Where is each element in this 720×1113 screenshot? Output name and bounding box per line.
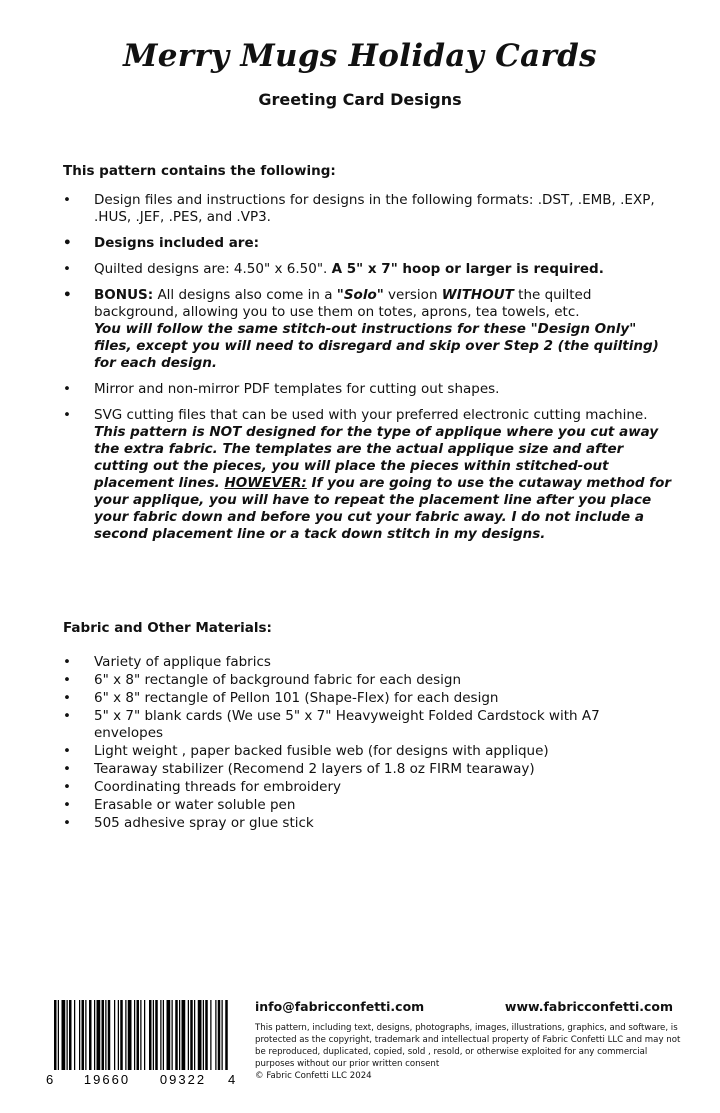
- page-subtitle: Greeting Card Designs: [258, 90, 462, 109]
- material-text: 5" x 7" blank cards (We use 5" x 7" Heavyweight Folded Cardstock with A7 envelopes: [94, 708, 600, 741]
- barcode-bar: [102, 1000, 105, 1070]
- copyright-line: © Fabric Confetti LLC 2024: [255, 1071, 372, 1081]
- without-text: WITHOUT: [441, 287, 514, 303]
- barcode-bar: [144, 1000, 145, 1070]
- bullet: •: [63, 672, 71, 688]
- barcode-bar: [222, 1000, 223, 1070]
- bullet: •: [63, 761, 71, 777]
- bullet: •: [63, 743, 71, 759]
- however-text: HOWEVER:: [224, 475, 307, 491]
- barcode-bar: [198, 1000, 202, 1070]
- formats-text: Design files and instructions for designs in the following formats: .DST, .EMB, .EXP, .HUS, .JEF, .PES, and .VP3.: [94, 192, 655, 225]
- page-title: Merry Mugs Holiday Cards: [123, 38, 597, 74]
- barcode-bar: [85, 1000, 86, 1070]
- barcode-bar: [225, 1000, 228, 1070]
- applique-note: If you are going to use the cutaway method for your applique, you will have to repeat the placement line after you place your fabric down and before you cut your fabric away. I do not include a second placement line or a tack down stitch in my designs.: [94, 475, 672, 542]
- barcode-bar: [97, 1000, 101, 1070]
- barcode-bar: [182, 1000, 186, 1070]
- list-item: [63, 407, 673, 543]
- list-item: [63, 815, 673, 832]
- barcode-bar: [205, 1000, 208, 1070]
- barcode-bar: [167, 1000, 171, 1070]
- barcode-bar: [194, 1000, 195, 1070]
- barcode-bar: [203, 1000, 204, 1070]
- bullet: •: [63, 654, 71, 670]
- material-text: 505 adhesive spray or glue stick: [94, 815, 314, 831]
- bullet: •: [63, 797, 71, 813]
- material-text: Light weight , paper backed fusible web (for designs with applique): [94, 743, 549, 759]
- bonus-text: All designs also come in a: [153, 287, 337, 303]
- barcode-bar: [120, 1000, 123, 1070]
- barcode-bar: [69, 1000, 72, 1070]
- bonus-text: version: [383, 287, 442, 303]
- list-item: [63, 235, 673, 252]
- email-link[interactable]: info@fabricconfetti.com: [255, 999, 425, 1014]
- material-text: Tearaway stabilizer (Recomend 2 layers of 1.8 oz FIRM tearaway): [94, 761, 535, 777]
- barcode-bar: [74, 1000, 75, 1070]
- bonus-text: the quilted background, allowing you to use them on totes, aprons, tea towels, etc.: [94, 287, 592, 320]
- materials-heading: Fabric and Other Materials:: [63, 620, 272, 636]
- list-item: [63, 779, 673, 796]
- bullet: •: [63, 261, 71, 277]
- barcode-bar: [125, 1000, 126, 1070]
- material-text: Erasable or water soluble pen: [94, 797, 296, 813]
- barcode-bar: [108, 1000, 111, 1070]
- barcode-bar: [82, 1000, 85, 1070]
- barcode-first-digit: 6: [46, 1072, 54, 1087]
- bullet: •: [63, 779, 71, 795]
- barcode-bar: [155, 1000, 158, 1070]
- list-item: [63, 743, 673, 760]
- barcode-bar: [67, 1000, 68, 1070]
- barcode-bar: [179, 1000, 180, 1070]
- barcode-bar: [210, 1000, 211, 1070]
- hoop-requirement-text: A 5" x 7" hoop or larger is required.: [331, 261, 604, 277]
- solo-text: "Solo": [336, 287, 384, 303]
- barcode-bar: [94, 1000, 95, 1070]
- templates-text: Mirror and non-mirror PDF templates for cutting out shapes.: [94, 381, 500, 397]
- barcode-bar: [163, 1000, 164, 1070]
- list-item: [63, 672, 673, 689]
- barcode-bar: [153, 1000, 154, 1070]
- bullet: •: [63, 235, 72, 251]
- barcode-check-digit: 4: [228, 1072, 236, 1087]
- material-text: Coordinating threads for embroidery: [94, 779, 342, 795]
- contents-list: [63, 192, 673, 552]
- list-item: [63, 654, 673, 671]
- barcode-bar: [128, 1000, 132, 1070]
- bullet: •: [63, 815, 71, 831]
- bullet: •: [63, 192, 71, 208]
- barcode-bar: [79, 1000, 80, 1070]
- copyright-text: This pattern, including text, designs, photographs, images, illustrations, graphics, and software, is protected as the copyright, trademark and intellectual property of Fabric Confetti LLC and may not be reproduced, duplicated, copied, sold , resold, or otherwise exploited for any commercial purposes without our prior written consent: [255, 1023, 681, 1069]
- barcode-bar: [140, 1000, 141, 1070]
- barcode-bar: [172, 1000, 173, 1070]
- barcode-right-digits: 09322: [159, 1072, 207, 1087]
- svg-files-text: SVG cutting files that can be used with your preferred electronic cutting machine.: [94, 407, 648, 423]
- barcode-bar: [118, 1000, 119, 1070]
- barcode-bar: [105, 1000, 106, 1070]
- designs-included-text: Designs included are:: [94, 235, 260, 251]
- bullet: •: [63, 708, 71, 724]
- barcode-bar: [175, 1000, 178, 1070]
- applique-note: This pattern is NOT designed for the type of applique where you cut away the extra fabric. The templates are the actual applique size and after cutting out the pieces, you will place the pieces within stitched-out placement lines.: [94, 424, 659, 491]
- barcode-left-digits: 19660: [83, 1072, 131, 1087]
- barcode-bar: [137, 1000, 140, 1070]
- material-text: Variety of applique fabrics: [94, 654, 271, 670]
- copyright-notice: [255, 1022, 685, 1082]
- barcode: [40, 998, 240, 1088]
- material-text: 6" x 8" rectangle of Pellon 101 (Shape-Flex) for each design: [94, 690, 499, 706]
- list-item: [63, 261, 673, 278]
- barcode-bar: [190, 1000, 193, 1070]
- barcode-bar: [188, 1000, 189, 1070]
- barcode-bar: [215, 1000, 216, 1070]
- barcode-bar: [58, 1000, 59, 1070]
- bullet: •: [63, 381, 71, 397]
- bonus-label: BONUS:: [94, 287, 154, 303]
- bonus-note: You will follow the same stitch-out instructions for these "Design Only" files, except you will need to disregard and skip over Step 2 (the quilting) for each design.: [94, 321, 659, 371]
- list-item: [63, 690, 673, 707]
- barcode-bar: [149, 1000, 152, 1070]
- list-item: [63, 287, 673, 372]
- barcode-bar: [114, 1000, 115, 1070]
- list-item: [63, 708, 673, 742]
- website-link[interactable]: www.fabricconfetti.com: [504, 999, 673, 1014]
- barcode-bar: [54, 1000, 57, 1070]
- bullet: •: [63, 407, 71, 423]
- list-item: [63, 381, 673, 398]
- materials-list: [63, 654, 673, 833]
- barcode-bar: [218, 1000, 221, 1070]
- barcode-bar: [160, 1000, 161, 1070]
- list-item: [63, 797, 673, 814]
- barcode-bar: [62, 1000, 66, 1070]
- bullet: •: [63, 287, 72, 303]
- list-item: [63, 761, 673, 778]
- quilted-size-text: Quilted designs are: 4.50" x 6.50".: [94, 261, 332, 277]
- barcode-bar: [89, 1000, 92, 1070]
- bullet: •: [63, 690, 71, 706]
- material-text: 6" x 8" rectangle of background fabric for each design: [94, 672, 462, 688]
- contents-heading: This pattern contains the following:: [63, 163, 336, 179]
- barcode-bar: [134, 1000, 135, 1070]
- list-item: [63, 192, 673, 226]
- barcode-graphic: [40, 998, 240, 1088]
